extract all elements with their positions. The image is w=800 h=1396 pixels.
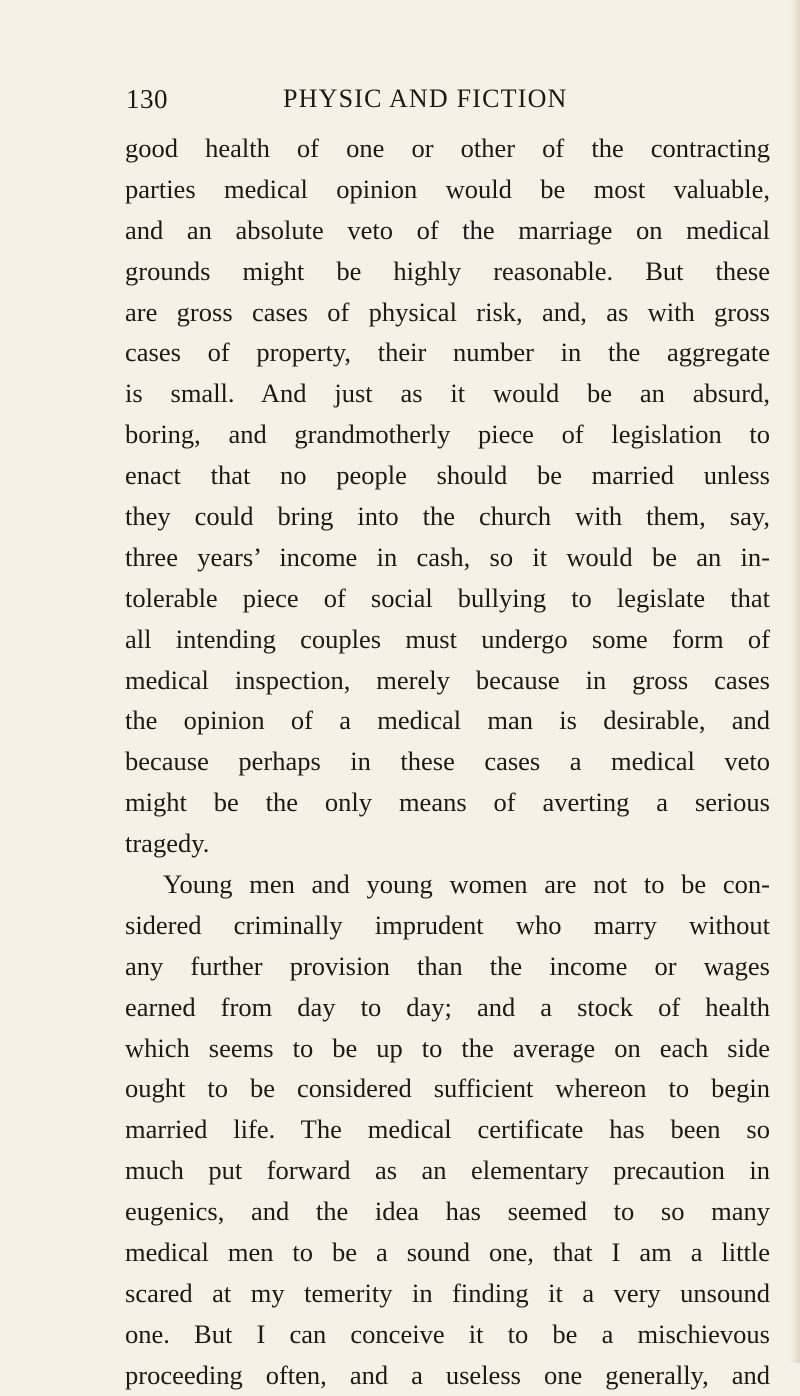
page-edge-shadow	[790, 0, 800, 1363]
running-title: PHYSIC AND FICTION	[283, 84, 568, 113]
running-head	[0, 79, 800, 119]
text-line: proceeding often, and a useless one generally, and	[125, 1359, 770, 1390]
text-line: parties medical opinion would be most valuable,	[125, 173, 770, 204]
text-line: one. But I can conceive it to be a mischievous	[125, 1318, 770, 1349]
text-line: they could bring into the church with them, say,	[125, 501, 770, 532]
text-line: ought to be considered sufficient whereon to begin	[125, 1073, 770, 1104]
text-line: cases of property, their number in the aggregate	[125, 337, 770, 368]
text-line: are gross cases of physical risk, and, as with gross	[125, 296, 770, 327]
text-line: the opinion of a medical man is desirable, and	[125, 705, 770, 736]
text-line: sidered criminally imprudent who marry without	[125, 909, 770, 940]
text-line: is small. And just as it would be an absurd,	[125, 378, 770, 409]
text-line: three years’ income in cash, so it would be an in-	[125, 541, 770, 572]
text-line: earned from day to day; and a stock of health	[125, 991, 770, 1022]
paragraph-first-line: Young men and young women are not to be con-	[163, 869, 770, 900]
text-line: any further provision than the income or wages	[125, 950, 770, 981]
text-line: eugenics, and the idea has seemed to so many	[125, 1196, 770, 1227]
text-line: scared at my temerity in finding it a very unsound	[125, 1277, 770, 1308]
text-line: medical inspection, merely because in gross cases	[125, 664, 770, 695]
text-line: tolerable piece of social bullying to legislate that	[125, 582, 770, 613]
text-line: much put forward as an elementary precaution in	[125, 1155, 770, 1186]
paragraph-last-line: tragedy.	[125, 828, 210, 859]
text-line: medical men to be a sound one, that I am a little	[125, 1237, 770, 1268]
text-line: boring, and grandmotherly piece of legislation to	[125, 419, 770, 450]
text-line: which seems to be up to the average on each side	[125, 1032, 770, 1063]
text-line: and an absolute veto of the marriage on medical	[125, 214, 770, 245]
text-line: good health of one or other of the contracting	[125, 133, 770, 163]
body-text	[125, 128, 770, 1396]
text-line: because perhaps in these cases a medical veto	[125, 746, 770, 777]
text-line: grounds might be highly reasonable. But these	[125, 255, 770, 286]
page-number: 130	[126, 84, 168, 114]
text-line: enact that no people should be married unless	[125, 460, 770, 491]
text-line: all intending couples must undergo some form of	[125, 623, 770, 654]
text-line: might be the only means of averting a serious	[125, 787, 770, 818]
text-line: married life. The medical certificate has been so	[125, 1114, 770, 1145]
